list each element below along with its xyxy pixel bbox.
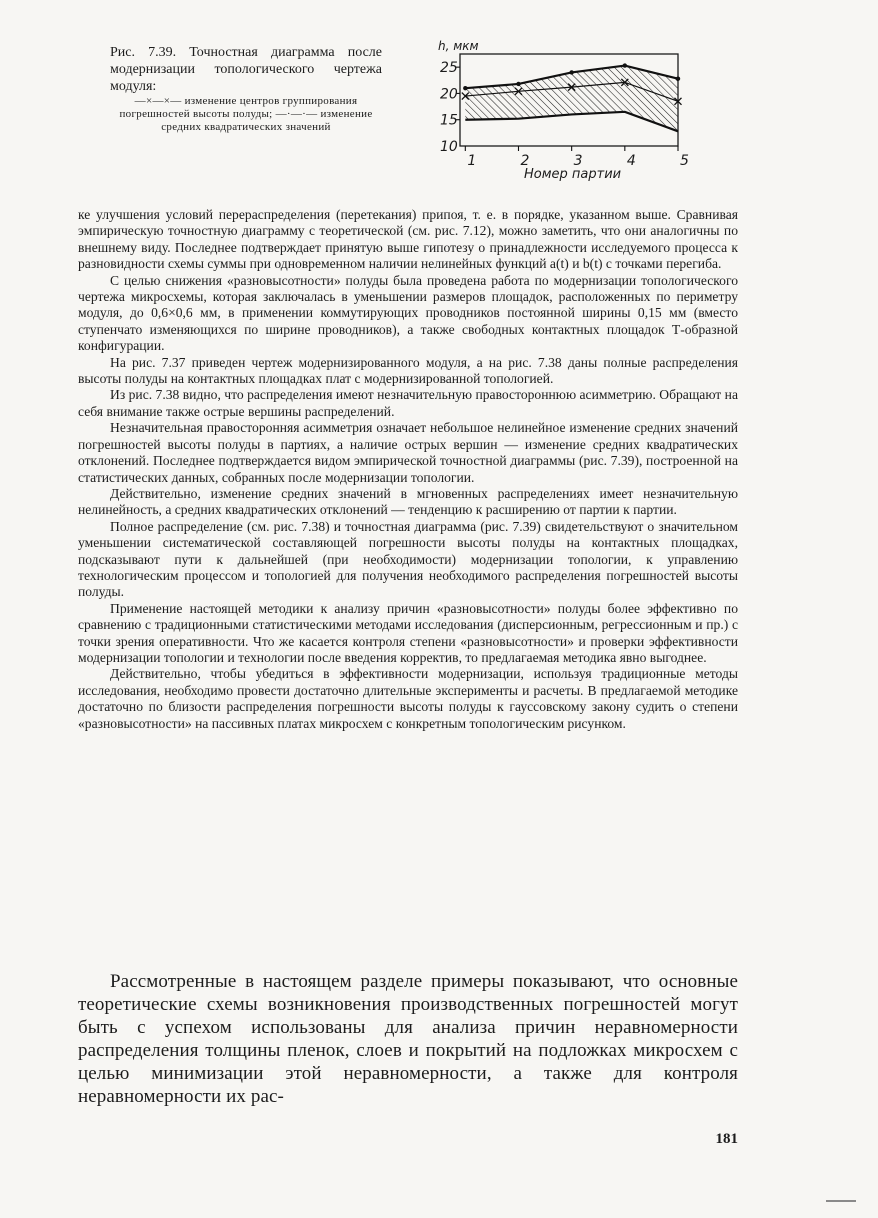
x-tick-label: 2 [520,153,530,169]
dot-marker [463,86,467,90]
paragraph: С целью снижения «разновысотности» полуды была проведена работа по модернизации топологического чертежа микросхемы, которая заключалась в уменьшении размеров площадок, расположенных по периметру модуля, до 0,6×0,6 мм, в применении коммутирующих проводников постоянной ширины 0,15 мм (вместо ступенчато изменяющихся по ширине проводников), а также свободных контактных площадок Т-образной конфигурации. [78,272,738,354]
x-tick-label: 5 [680,153,689,169]
x-tick-label: 4 [626,153,636,169]
figure-caption-title: Рис. 7.39. Точностная диаграмма после модернизации топологического чертежа модуля: [110,45,382,94]
paragraph: На рис. 7.37 приведен чертеж модернизированного модуля, а на рис. 7.38 даны полные распределения высоты полуды на контактных площадках плат с модернизированной топологией. [78,354,738,387]
x-tick-label: 1 [467,153,477,169]
paragraph: Действительно, изменение средних значений в мгновенных распределениях имеет незначительную нелинейность, а средних квадратических отклонений — тенденцию к расширению от партии к партии. [78,485,738,518]
dot-marker [516,82,520,86]
figure-caption-legend: —×—×— изменение центров группирования погрешностей высоты полуды; —·—·— изменение средних квадратических значений [119,95,373,133]
dot-marker [569,70,573,74]
x-axis-label: Номер партии [524,167,622,182]
section-summary [78,970,738,1108]
y-tick-label: 25 [440,60,458,77]
dot-marker [623,63,627,67]
summary-paragraph: Рассмотренные в настоящем разделе примеры показывают, что основные теоретические схемы возникновения производственных погрешностей могут быть с успехом использованы для анализа причин неравномерности распределения толщины пленок, слоев и покрытий на подложках микросхем с целью минимизации этой неравномерности, а также для контроля неравномерности их рас- [78,971,738,1107]
paragraph: Незначительная правосторонняя асимметрия означает небольшое нелинейное изменение средних значений погрешностей высоты полуды в партиях, а наличие острых вершин — изменение средних квадратических отклонений. Последнее подтверждается видом эмпирической точностной диаграммы (рис. 7.39), построенной на статистических данных, собранных после модернизации топологии. [78,420,738,485]
y-tick-label: 20 [440,86,458,103]
y-tick-label: 10 [440,139,458,155]
page-number: 181 [715,1131,738,1147]
paragraph: Применение настоящей методики к анализу причин «разновысотности» полуды более эффективно по сравнению с традиционными статистическими методами исследования (дисперсионным, регрессионным и пр.) с точки зрения оперативности. Что же касается контроля степени «разновысотности» и проверки эффективности модернизации топологии и технологии после введения корректив, то предлагаемая методика явно выгоднее. [78,600,738,665]
y-tick-label: 15 [440,112,458,129]
paragraph: Действительно, чтобы убедиться в эффективности модернизации, используя традиционные методы исследования, необходимо провести достаточно длительные эксперименты и расчеты. В предлагаемой методике достаточно по близости распределения погрешности высоты полуды к гауссовскому закону судить о степени «разновысотности» на пассивных платах микросхем с конкретным топологическим рисунком. [78,666,738,731]
x-tick-label: 3 [573,153,583,169]
paragraph: Полное распределение (см. рис. 7.38) и точностная диаграмма (рис. 7.39) свидетельствуют о значительном уменьшении систематической составляющей погрешности высоты полуды на контактных площадках, подсказывают пути к дальнейшей (при необходимости) модернизации топологии, к управлению технологическим процессом и топологией для получения необходимого распределения погрешностей высоты полуды. [78,518,738,600]
body-text [78,207,738,732]
y-axis-label: h, мкм [438,39,479,53]
precision-diagram-svg [420,36,690,198]
paragraph: Из рис. 7.38 видно, что распределения имеют незначительную правостороннюю асимметрию. Обращают на себя внимание также острые вершины распределений. [78,387,738,419]
paragraph: ке улучшения условий перераспределения (перетекания) припоя, т. е. в порядке, указанном выше. Сравнивая эмпирическую точностную диаграмму с теоретической (см. рис. 7.12), можно заметить, что они аналогичны по внешнему виду. Последнее подтверждает принятую выше гипотезу о принадлежности исследуемого процесса к разновидности схемы суммы при одновременном наличии нелинейных функций a(t) и b(t) с точками перегиба. [78,207,738,272]
figure-caption [110,44,382,134]
precision-diagram [420,36,690,198]
dot-marker [676,77,680,81]
scan-artifact-line [826,1200,856,1202]
